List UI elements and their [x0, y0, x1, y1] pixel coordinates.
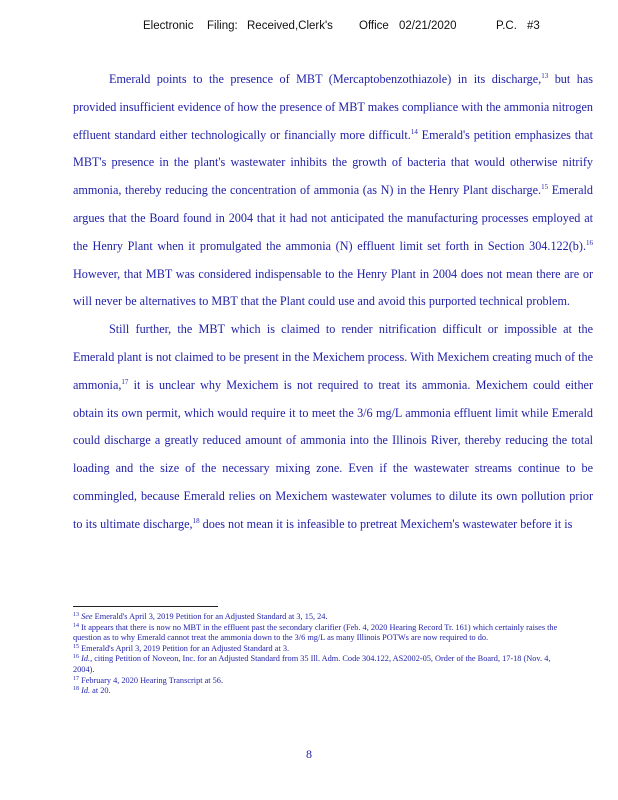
- body-paragraph: [73, 66, 593, 316]
- text-run: Still further, the MBT which is claimed to render nitrification difficult or impossible at the Emerald plant is not claimed to be present in the Mexichem process. With Mexichem creating much of the ammonia,: [73, 322, 593, 392]
- italic-citation: Id.: [81, 654, 91, 664]
- footnote-number: 18: [73, 686, 79, 693]
- footnote: [73, 623, 573, 644]
- footnote-number: 13: [73, 612, 79, 618]
- footnote-number: 16: [73, 654, 79, 661]
- body-text: [73, 66, 593, 539]
- header-office: Office: [359, 20, 389, 32]
- text-run: Emerald's petition emphasizes that MBT's presence in the plant's wastewater inhibits the growth of bacteria that would otherwise nitrify ammonia, thereby reducing the concentration of ammonia (as N) in the Henry Plant discharge.: [73, 127, 593, 198]
- header-date: 02/21/2020: [399, 20, 457, 32]
- text-run: does not mean it is infeasible to pretreat Mexichem's wastewater before it is: [199, 516, 573, 531]
- footnote: [73, 644, 573, 655]
- footnote-ref: 17: [121, 377, 129, 386]
- footnote: [73, 686, 573, 697]
- header-received: Received,Clerk's: [247, 20, 333, 32]
- footnote-ref: 15: [541, 183, 549, 192]
- text-run: but has provided insufficient evidence of how the presence of MBT makes compliance with the ammonia nitrogen effluent standard either technologically or financially more difficult.: [73, 72, 593, 142]
- italic-citation: See: [81, 612, 93, 621]
- text-run: at 20.: [90, 686, 111, 696]
- italic-citation: Id.: [81, 686, 91, 696]
- footnote: [73, 654, 573, 675]
- text-run: it is unclear why Mexichem is not required to treat its ammonia. Mexichem could either obtain its own permit, which would require it to meet the 3/6 mg/L ammonia effluent limit while Emerald could discharge a greatly reduced amount of ammonia into the Illinois River, thereby reducing the total loading and the size of the necessary mixing zone. Even if the wastewater streams continue to be commingled, because Emerald relies on Mexichem wastewater volumes to dilute its own pollution prior to its ultimate discharge,: [73, 377, 593, 531]
- footnote: [73, 676, 573, 687]
- text-run: Emerald argues that the Board found in 2004 that it had not anticipated the manufacturing processes employed at the Henry Plant when it promulgated the ammonia (N) effluent limit set forth in Section 304.122(b).: [73, 183, 593, 253]
- header-pc-number: #3: [527, 20, 540, 32]
- body-paragraph: [73, 316, 593, 538]
- footnote-ref: 14: [410, 127, 418, 136]
- text-run: It appears that there is now no MBT in the effluent past the secondary clarifier (Feb. 4, 2020 Hearing Record Tr. 161) which certainly raises the question as to why Emerald cannot treat the ammonia down to the 3/6 mg/L as many Illinois POTWs are now required to do.: [73, 622, 558, 643]
- footnote-divider: [73, 606, 218, 607]
- text-run: February 4, 2020 Hearing Transcript at 56.: [81, 675, 224, 685]
- footnote: [73, 612, 573, 623]
- text-run: However, that MBT was considered indispensable to the Henry Plant in 2004 does not mean there are or will never be alternatives to MBT that the Plant could use and avoid this purported technical problem.: [73, 266, 593, 309]
- text-run: Emerald's April 3, 2019 Petition for an Adjusted Standard at 3, 15, 24.: [92, 612, 328, 621]
- footnote-number: 17: [73, 675, 79, 682]
- footnote-ref: 13: [541, 72, 549, 80]
- page-number: 8: [306, 747, 312, 761]
- footnotes: [73, 612, 573, 697]
- footnote-number: 15: [73, 643, 79, 650]
- text-run: , citing Petition of Noveon, Inc. for an Adjusted Standard from 35 Ill. Adm. Code 304.122, AS2002-05, Order of the Board, 17-18 (Nov. 4, 2004).: [73, 654, 551, 674]
- footnote-number: 14: [73, 622, 79, 629]
- footnote-ref: 18: [192, 516, 200, 525]
- text-run: Emerald's April 3, 2019 Petition for an Adjusted Standard at 3.: [81, 643, 290, 653]
- header-filing: Filing:: [207, 20, 238, 32]
- footnote-ref: 16: [586, 238, 593, 247]
- header-pc: P.C.: [496, 20, 517, 32]
- text-run: Emerald points to the presence of MBT (Mercaptobenzothiazole) in its discharge,: [109, 72, 542, 86]
- header-electronic: Electronic: [143, 20, 194, 32]
